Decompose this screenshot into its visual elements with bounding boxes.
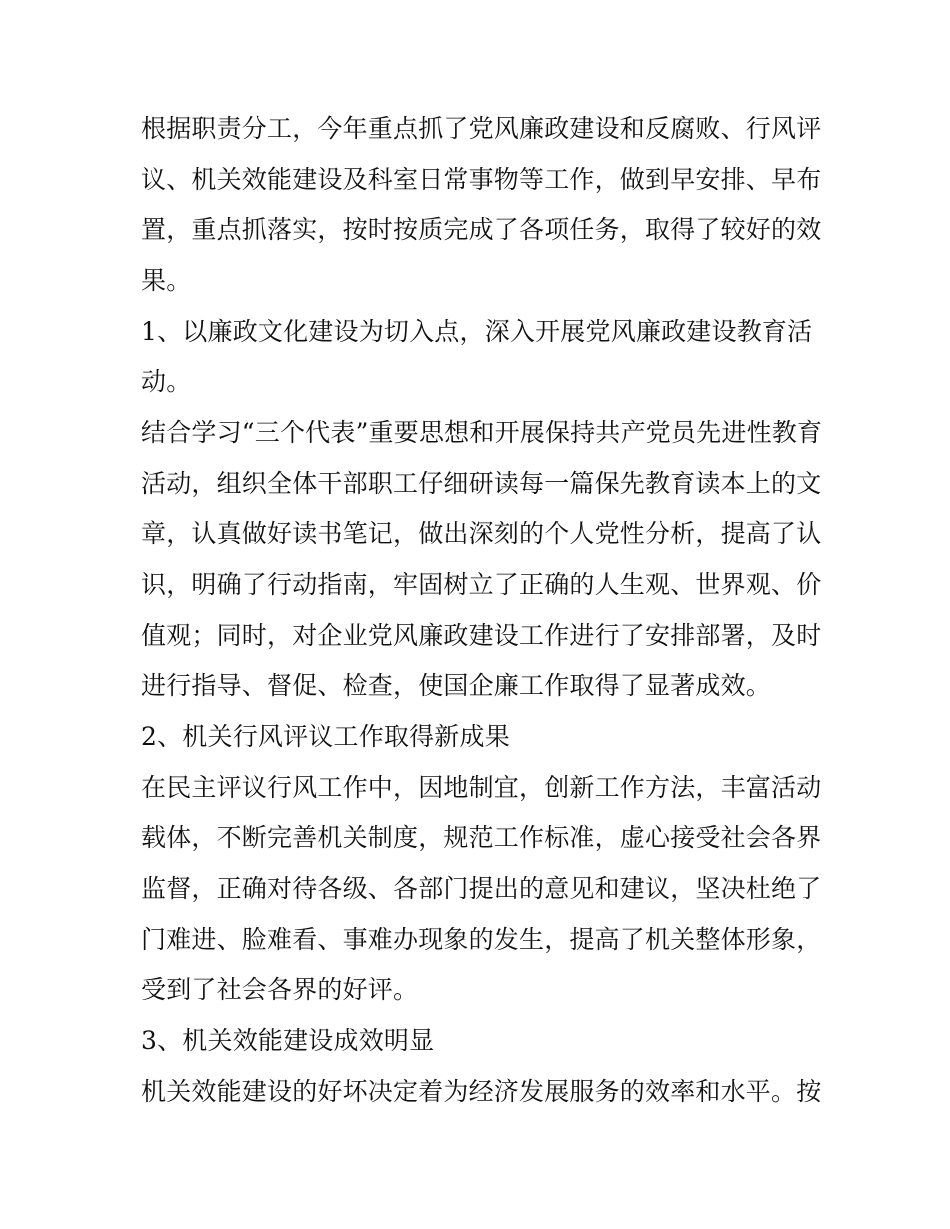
paragraph-2-line-6: 进行指导、督促、检查，使国企廉工作取得了显著成效。 — [141, 671, 772, 700]
paragraph-3-line-5: 受到了社会各界的好评。 — [141, 975, 419, 1004]
paragraph-2-line-2: 活动，组织全体干部职工仔细研读每一篇保先教育读本上的文 — [141, 469, 822, 498]
paragraph-2-line-4: 识，明确了行动指南，牢固树立了正确的人生观、世界观、价 — [141, 570, 822, 599]
heading-1-line-1: 1、以廉政文化建设为切入点，深入开展党风廉政建设教育活 — [141, 317, 813, 346]
paragraph-3-line-3: 监督，正确对待各级、各部门提出的意见和建议，坚决杜绝了 — [141, 874, 822, 903]
paragraph-1-line-2: 议、机关效能建设及科室日常事物等工作，做到早安排、早布 — [141, 165, 822, 194]
heading-3: 3、机关效能建设成效明显 — [141, 1026, 435, 1055]
paragraph-2-line-1: 结合学习“三个代表”重要思想和开展保持共产党员先进性教育 — [141, 418, 823, 447]
paragraph-4-line-1: 机关效能建设的好坏决定着为经济发展服务的效率和水平。按 — [141, 1077, 822, 1106]
heading-1-line-2: 动。 — [141, 367, 192, 396]
paragraph-3-line-1: 在民主评议行风工作中，因地制宜，创新工作方法，丰富活动 — [141, 773, 822, 802]
paragraph-1-line-4: 果。 — [141, 266, 192, 295]
paragraph-1-line-1: 根据职责分工，今年重点抓了党风廉政建设和反腐败、行风评 — [141, 114, 822, 143]
paragraph-1-line-3: 置，重点抓落实，按时按质完成了各项任务，取得了较好的效 — [141, 215, 822, 244]
paragraph-3-line-2: 载体，不断完善机关制度，规范工作标准，虚心接受社会各界 — [141, 823, 822, 852]
heading-2: 2、机关行风评议工作取得新成果 — [141, 722, 510, 751]
paragraph-2-line-5: 值观；同时，对企业党风廉政建设工作进行了安排部署，及时 — [141, 621, 822, 650]
paragraph-3-line-4: 门难进、脸难看、事难办现象的发生，提高了机关整体形象， — [141, 925, 822, 954]
paragraph-2-line-3: 章，认真做好读书笔记，做出深刻的个人党性分析，提高了认 — [141, 519, 822, 548]
